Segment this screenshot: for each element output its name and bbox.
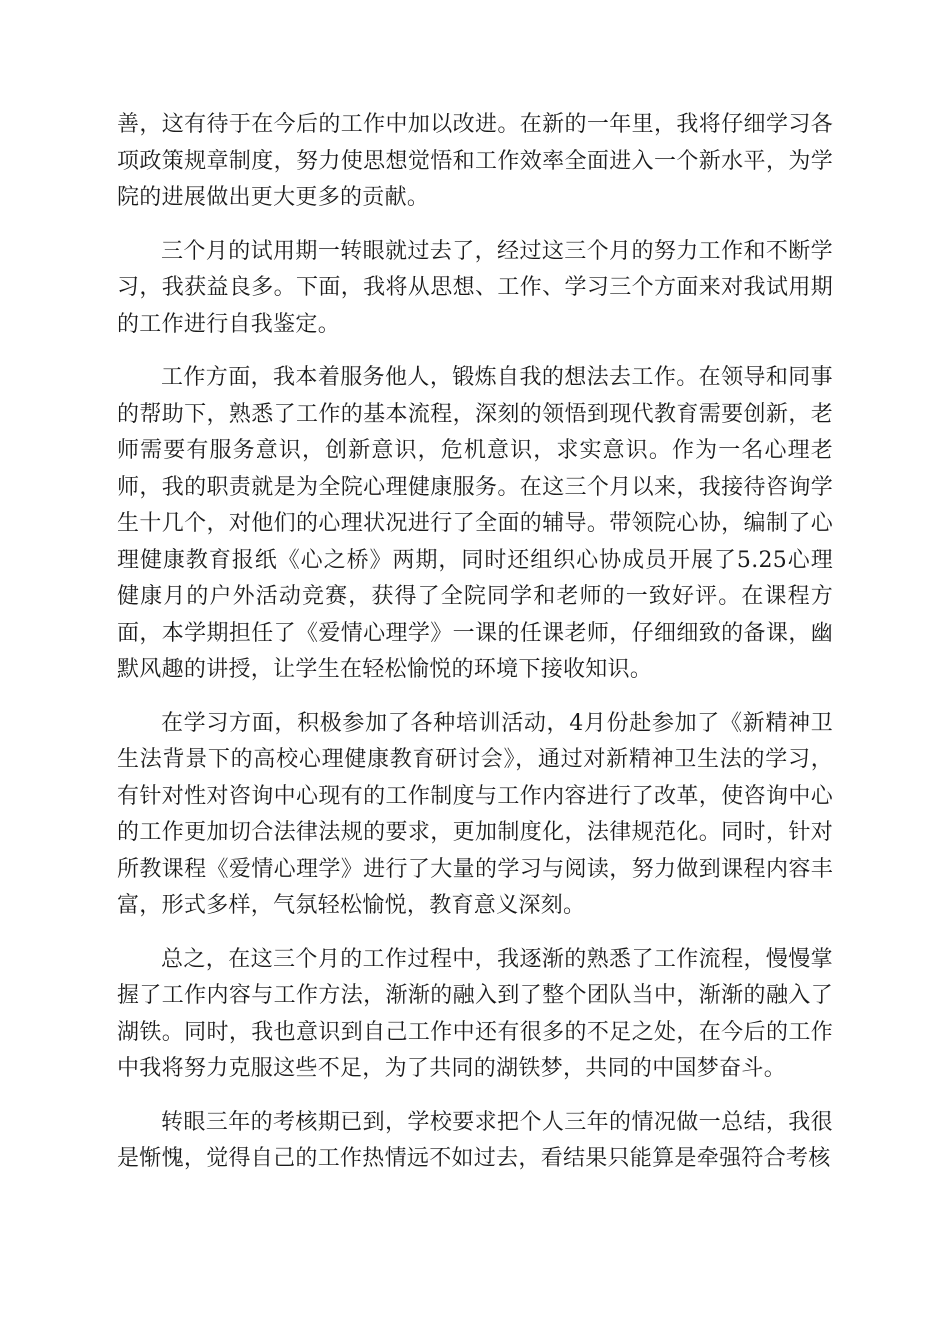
paragraph-2: 三个月的试用期一转眼就过去了，经过这三个月的努力工作和不断学习，我获益良多。下面，我将从思想、工作、学习三个方面来对我试用期的工作进行自我鉴定。 — [117, 238, 833, 337]
paragraph-1: 善，这有待于在今后的工作中加以改进。在新的一年里，我将仔细学习各项政策规章制度，努力使思想觉悟和工作效率全面进入一个新水平，为学院的进展做出更大更多的贡献。 — [117, 112, 833, 210]
paragraph-4: 在学习方面，积极参加了各种培训活动，4月份赴参加了《新精神卫生法背景下的高校心理健康教育研讨会》，通过对新精神卫生法的学习，有针对性对咨询中心现有的工作制度与工作内容进行了改革，使咨询中心的工作更加切合法律法规的要求，更加制度化，法律规范化。同时，针对所教课程《爱情心理学》进行了大量的学习与阅读，努力做到课程内容丰富，形式多样，气氛轻松愉悦，教育意义深刻。 — [117, 710, 833, 918]
paragraph-6: 转眼三年的考核期已到，学校要求把个人三年的情况做一总结，我很是惭愧，觉得自己的工作热情远不如过去，看结果只能算是牵强符合考核 — [117, 1109, 833, 1171]
document-page — [117, 107, 833, 1195]
paragraph-3: 工作方面，我本着服务他人，锻炼自我的想法去工作。在领导和同事的帮助下，熟悉了工作的基本流程，深刻的领悟到现代教育需要创新，老师需要有服务意识，创新意识，危机意识，求实意识。作为一名心理老师，我的职责就是为全院心理健康服务。在这三个月以来，我接待咨询学生十几个，对他们的心理状况进行了全面的辅导。带领院心协，编制了心理健康教育报纸《心之桥》两期，同时还组织心协成员开展了5.25心理健康月的户外活动竞赛，获得了全院同学和老师的一致好评。在课程方面，本学期担任了《爱情心理学》一课的任课老师，仔细细致的备课，幽默风趣的讲授，让学生在轻松愉悦的环境下接收知识。 — [117, 365, 833, 682]
paragraph-5: 总之，在这三个月的工作过程中，我逐渐的熟悉了工作流程，慢慢掌握了工作内容与工作方法，渐渐的融入到了整个团队当中，渐渐的融入了湖铁。同时，我也意识到自己工作中还有很多的不足之处，在今后的工作中我将努力克服这些不足，为了共同的湖铁梦，共同的中国梦奋斗。 — [117, 946, 833, 1081]
